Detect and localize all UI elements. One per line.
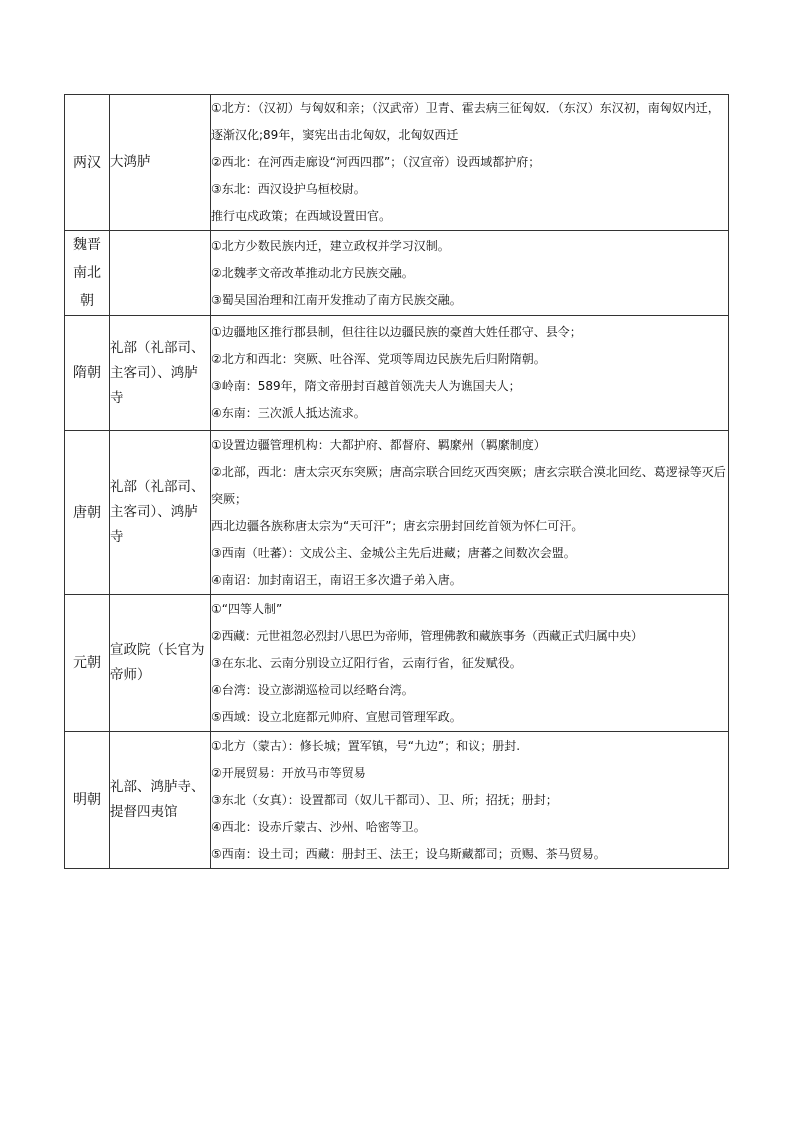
content-line: ③东北（女真）：设置都司（奴儿干都司）、卫、所；招抚；册封； <box>211 792 558 807</box>
table-row <box>65 431 729 595</box>
institution-cell: 大鸿胪 <box>110 95 211 231</box>
content-cell <box>211 95 729 231</box>
content-line: ④西北：设赤斤蒙古、沙州、哈密等卫。 <box>211 819 426 834</box>
dynasty-label: 魏晋南北朝 <box>73 237 101 309</box>
dynasty-cell <box>65 231 110 316</box>
content-line: ③东北：西汉设护乌桓校尉。 <box>211 182 366 196</box>
institution-cell: 礼部、鸿胪寺、提督四夷馆 <box>110 732 211 869</box>
content-line: ①“四等人制” <box>211 601 283 616</box>
dynasty-cell: 隋朝 <box>65 316 110 431</box>
content-line: ③在东北、云南分别设立辽阳行省，云南行省，征发赋役。 <box>211 655 522 670</box>
table-row <box>65 595 729 732</box>
content-line: ④台湾：设立澎湖巡检司以经略台湾。 <box>211 682 414 697</box>
content-line: 推行屯戍政策；在西域设置田官。 <box>211 209 392 223</box>
content-line: ①北方少数民族内迁，建立政权并学习汉制。 <box>211 238 450 253</box>
content-line: ③西南（吐蕃）：文成公主、金城公主先后进藏；唐蕃之间数次会盟。 <box>211 545 576 560</box>
content-line: ④东南：三次派人抵达流求。 <box>211 406 366 420</box>
content-line: ④南诏：加封南诏王，南诏王多次遣子弟入唐。 <box>211 572 462 587</box>
institution-cell: 礼部（礼部司、主客司）、鸿胪寺 <box>110 431 211 595</box>
content-line: ①北方：（汉初）与匈奴和亲；（汉武帝）卫青、霍去病三征匈奴．（东汉）东汉初，南匈奴内迁，逐渐汉化;89年，窦宪出击北匈奴，北匈奴西迁 <box>211 101 720 142</box>
content-line: ②北部，西北：唐太宗灭东突厥；唐高宗联合回纥灭西突厥；唐玄宗联合漠北回纥、葛逻禄等灭后突厥； <box>211 464 726 506</box>
content-line: ②西北：在河西走廊设“河西四郡”；（汉宣帝）设西域都护府； <box>211 155 541 169</box>
dynasty-cell: 两汉 <box>65 95 110 231</box>
table-row <box>65 732 729 869</box>
dynasty-cell: 元朝 <box>65 595 110 732</box>
content-cell <box>211 732 729 869</box>
content-line: ③蜀吴国治理和江南开发推动了南方民族交融。 <box>211 292 462 307</box>
content-line: ①边疆地区推行郡县制，但往往以边疆民族的豪酋大姓任郡守、县令； <box>211 325 582 339</box>
content-cell <box>211 316 729 431</box>
content-line: ①北方（蒙古）：修长城；置军镇，号“九边”；和议；册封. <box>211 738 521 753</box>
content-line: ②西藏：元世祖忽必烈封八思巴为帝师，管理佛教和藏族事务（西藏正式归属中央） <box>211 628 643 643</box>
content-line: ③岭南：589年，隋文帝册封百越首领冼夫人为谯国夫人； <box>211 379 521 393</box>
content-line: ②北方和西北：突厥、吐谷浑、党项等周边民族先后归附隋朝。 <box>211 352 546 366</box>
table-row <box>65 316 729 431</box>
table-row <box>65 95 729 231</box>
institution-cell <box>110 231 211 316</box>
institution-cell: 礼部（礼部司、主客司）、鸿胪寺 <box>110 316 211 431</box>
history-table <box>64 94 729 869</box>
content-line: ⑤西南：设土司；西藏：册封王、法王；设乌斯藏都司；贡赐、茶马贸易。 <box>211 846 606 861</box>
content-line: ②北魏孝文帝改革推动北方民族交融。 <box>211 265 414 280</box>
content-line: ①设置边疆管理机构：大都护府、都督府、羁縻州（羁縻制度） <box>211 437 546 452</box>
content-cell <box>211 231 729 316</box>
content-line: 西北边疆各族称唐太宗为“天可汗”；唐玄宗册封回纥首领为怀仁可汗。 <box>211 518 584 533</box>
content-line: ②开展贸易：开放马市等贸易 <box>211 765 366 780</box>
content-cell <box>211 431 729 595</box>
institution-cell: 宣政院（长官为帝师） <box>110 595 211 732</box>
table-row <box>65 231 729 316</box>
dynasty-cell: 明朝 <box>65 732 110 869</box>
content-cell <box>211 595 729 732</box>
dynasty-cell: 唐朝 <box>65 431 110 595</box>
content-line: ⑤西域：设立北庭都元帅府、宣慰司管理军政。 <box>211 709 462 724</box>
